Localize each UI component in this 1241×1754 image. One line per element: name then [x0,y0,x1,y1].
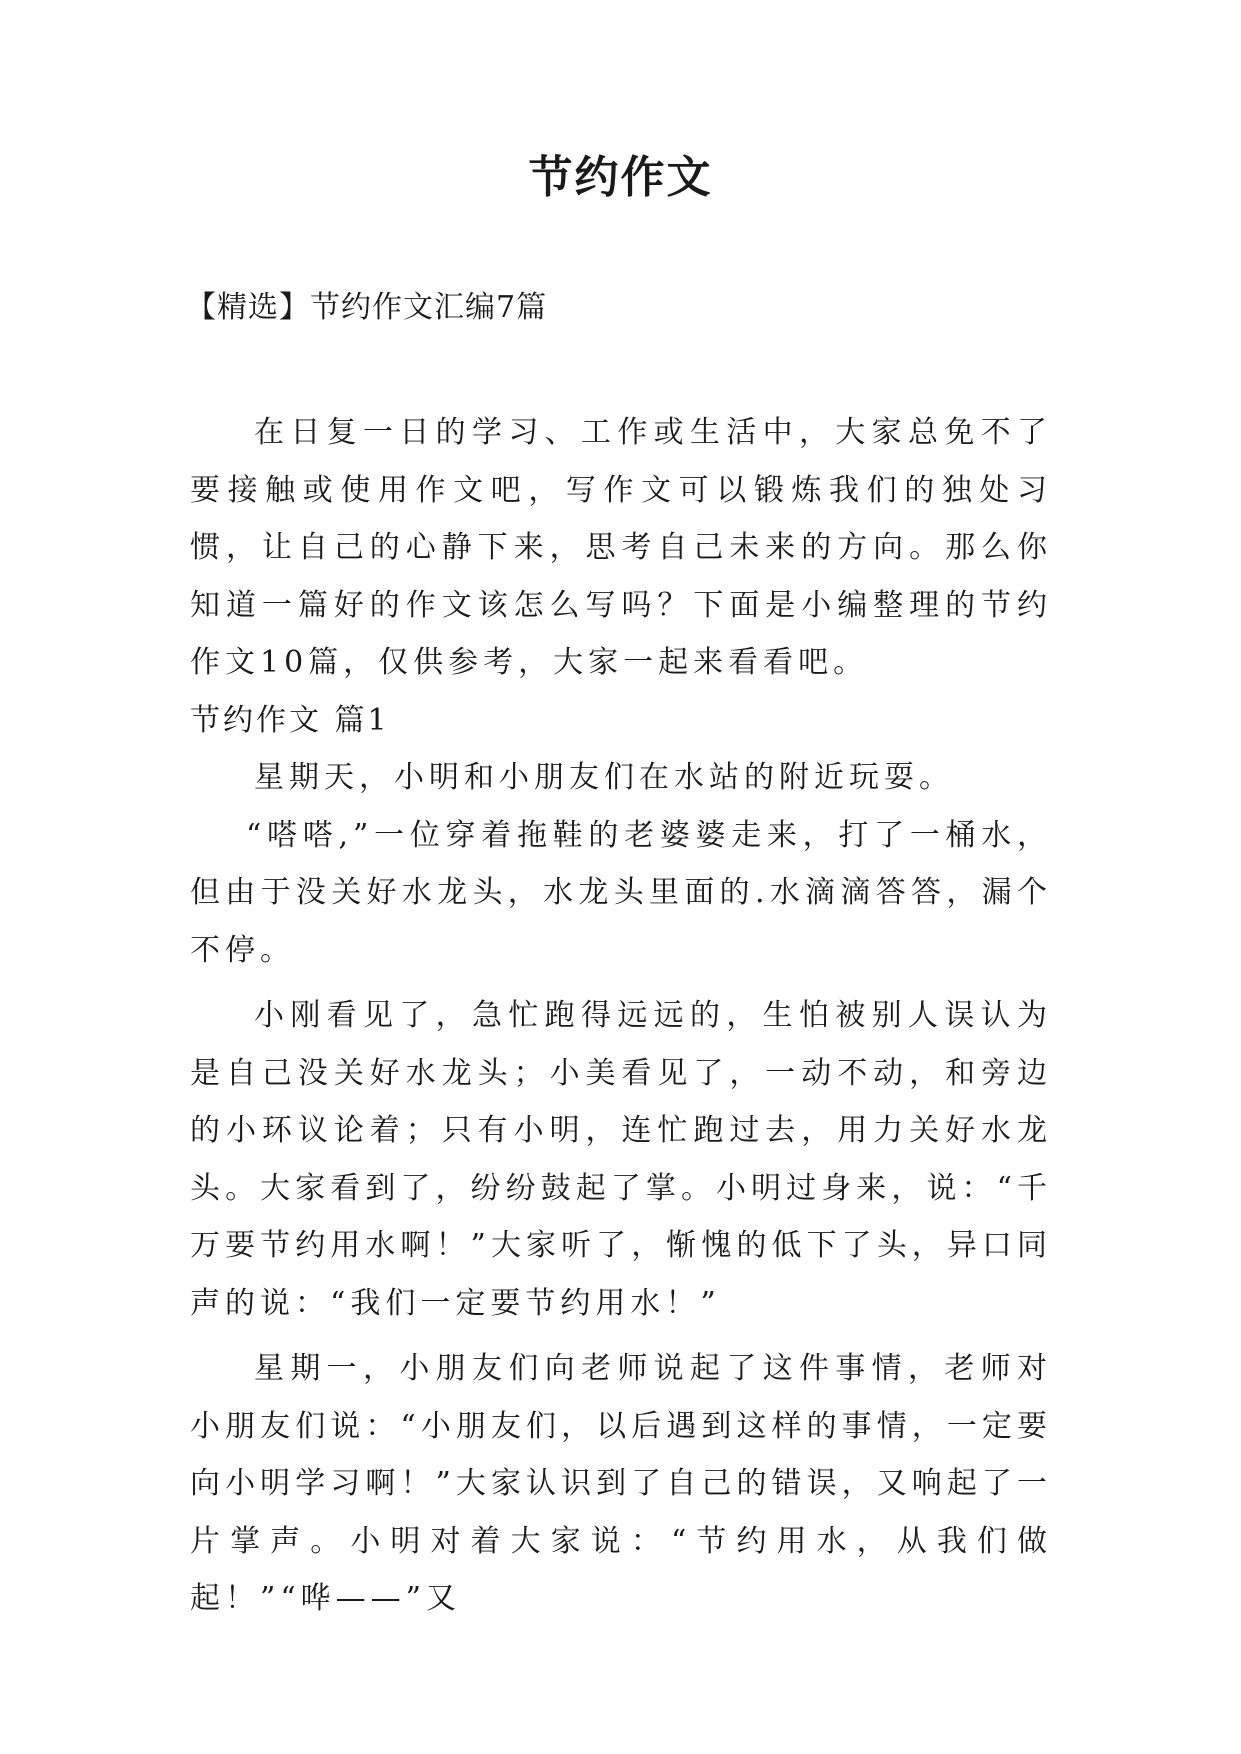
story-paragraph-2: “嗒嗒,”一位穿着拖鞋的老婆婆走来，打了一桶水，但由于没关好水龙头，水龙头里面的.水滴滴答答，漏个不停。 [190,817,1052,968]
story-paragraph-1: 星期天，小明和小朋友们在水站的附近玩耍。 [254,760,954,795]
document-body [190,404,1052,1628]
document-subtitle: 【精选】节约作文汇编7篇 [186,290,548,325]
story-paragraph-3: 小刚看见了，急忙跑得远远的，生怕被别人误认为是自己没关好水龙头；小美看见了，一动不动，和旁边的小环议论着；只有小明，连忙跑过去，用力关好水龙头。大家看到了，纷纷鼓起了掌。小明过身来，说：“千万要节约用水啊！”大家听了，惭愧的低下了头，异口同声的说：“我们一定要节约用水！” [190,998,1052,1321]
story-paragraph-4: 星期一，小朋友们向老师说起了这件事情，老师对小朋友们说：“小朋友们，以后遇到这样的事情，一定要向小明学习啊！”大家认识到了自己的错误，又响起了一片掌声。小明对着大家说：“节约用水，从我们做起！”“哗——”又 [190,1351,1052,1616]
document-title: 节约作文 [528,152,713,203]
section-heading: 节约作文 篇1 [190,702,390,738]
intro-paragraph: 在日复一日的学习、工作或生活中，大家总免不了要接触或使用作文吧，写作文可以锻炼我们的独处习惯，让自己的心静下来，思考自己未来的方向。那么你知道一篇好的作文该怎么写吗？下面是小编整理的节约作文10篇，仅供参考，大家一起来看看吧。 [190,415,1052,680]
